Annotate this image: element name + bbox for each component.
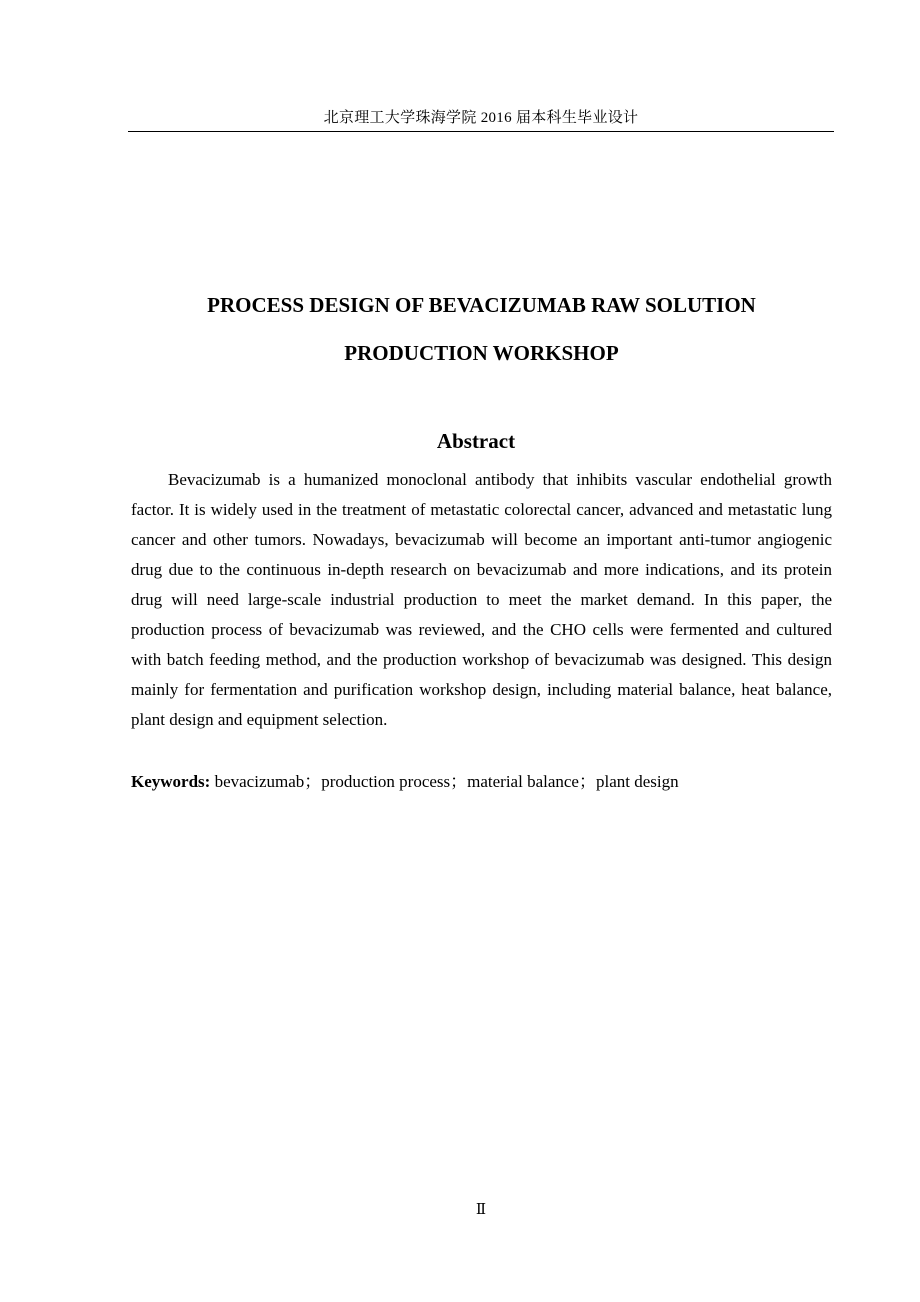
header-rule bbox=[128, 131, 834, 132]
abstract-heading: Abstract bbox=[436, 429, 516, 453]
abstract-paragraph: Bevacizumab is a humanized monoclonal antibody that inhibits vascular endothelial growth factor. It is widely used in the treatment of metastatic colorectal cancer, advanced and metastatic lung cancer and other tumors. Nowadays, bevacizumab will become an important anti-tumor angiogenic drug due to the continuous in-depth research on bevacizumab and more indications, and its protein drug will need large-scale industrial production to meet the market demand. In this paper, the production process of bevacizumab was reviewed, and the CHO cells were fermented and cultured with batch feeding method, and the production workshop of bevacizumab was designed. This design mainly for fermentation and purification workshop design, including material balance, heat balance, plant design and equipment selection. bbox=[131, 470, 832, 729]
paper-title-line-2: PRODUCTION WORKSHOP bbox=[344, 341, 619, 365]
paper-title-line-1: PROCESS DESIGN OF BEVACIZUMAB RAW SOLUTION bbox=[207, 293, 756, 317]
running-header: 北京理工大学珠海学院 2016 届本科生毕业设计 bbox=[323, 110, 639, 126]
page-number: Ⅱ bbox=[475, 1202, 487, 1218]
keywords-list: bevacizumab；production process；material balance；plant design bbox=[210, 772, 679, 791]
keywords-line bbox=[131, 767, 832, 797]
keywords-label: Keywords: bbox=[131, 772, 211, 791]
paper-title bbox=[131, 281, 832, 377]
